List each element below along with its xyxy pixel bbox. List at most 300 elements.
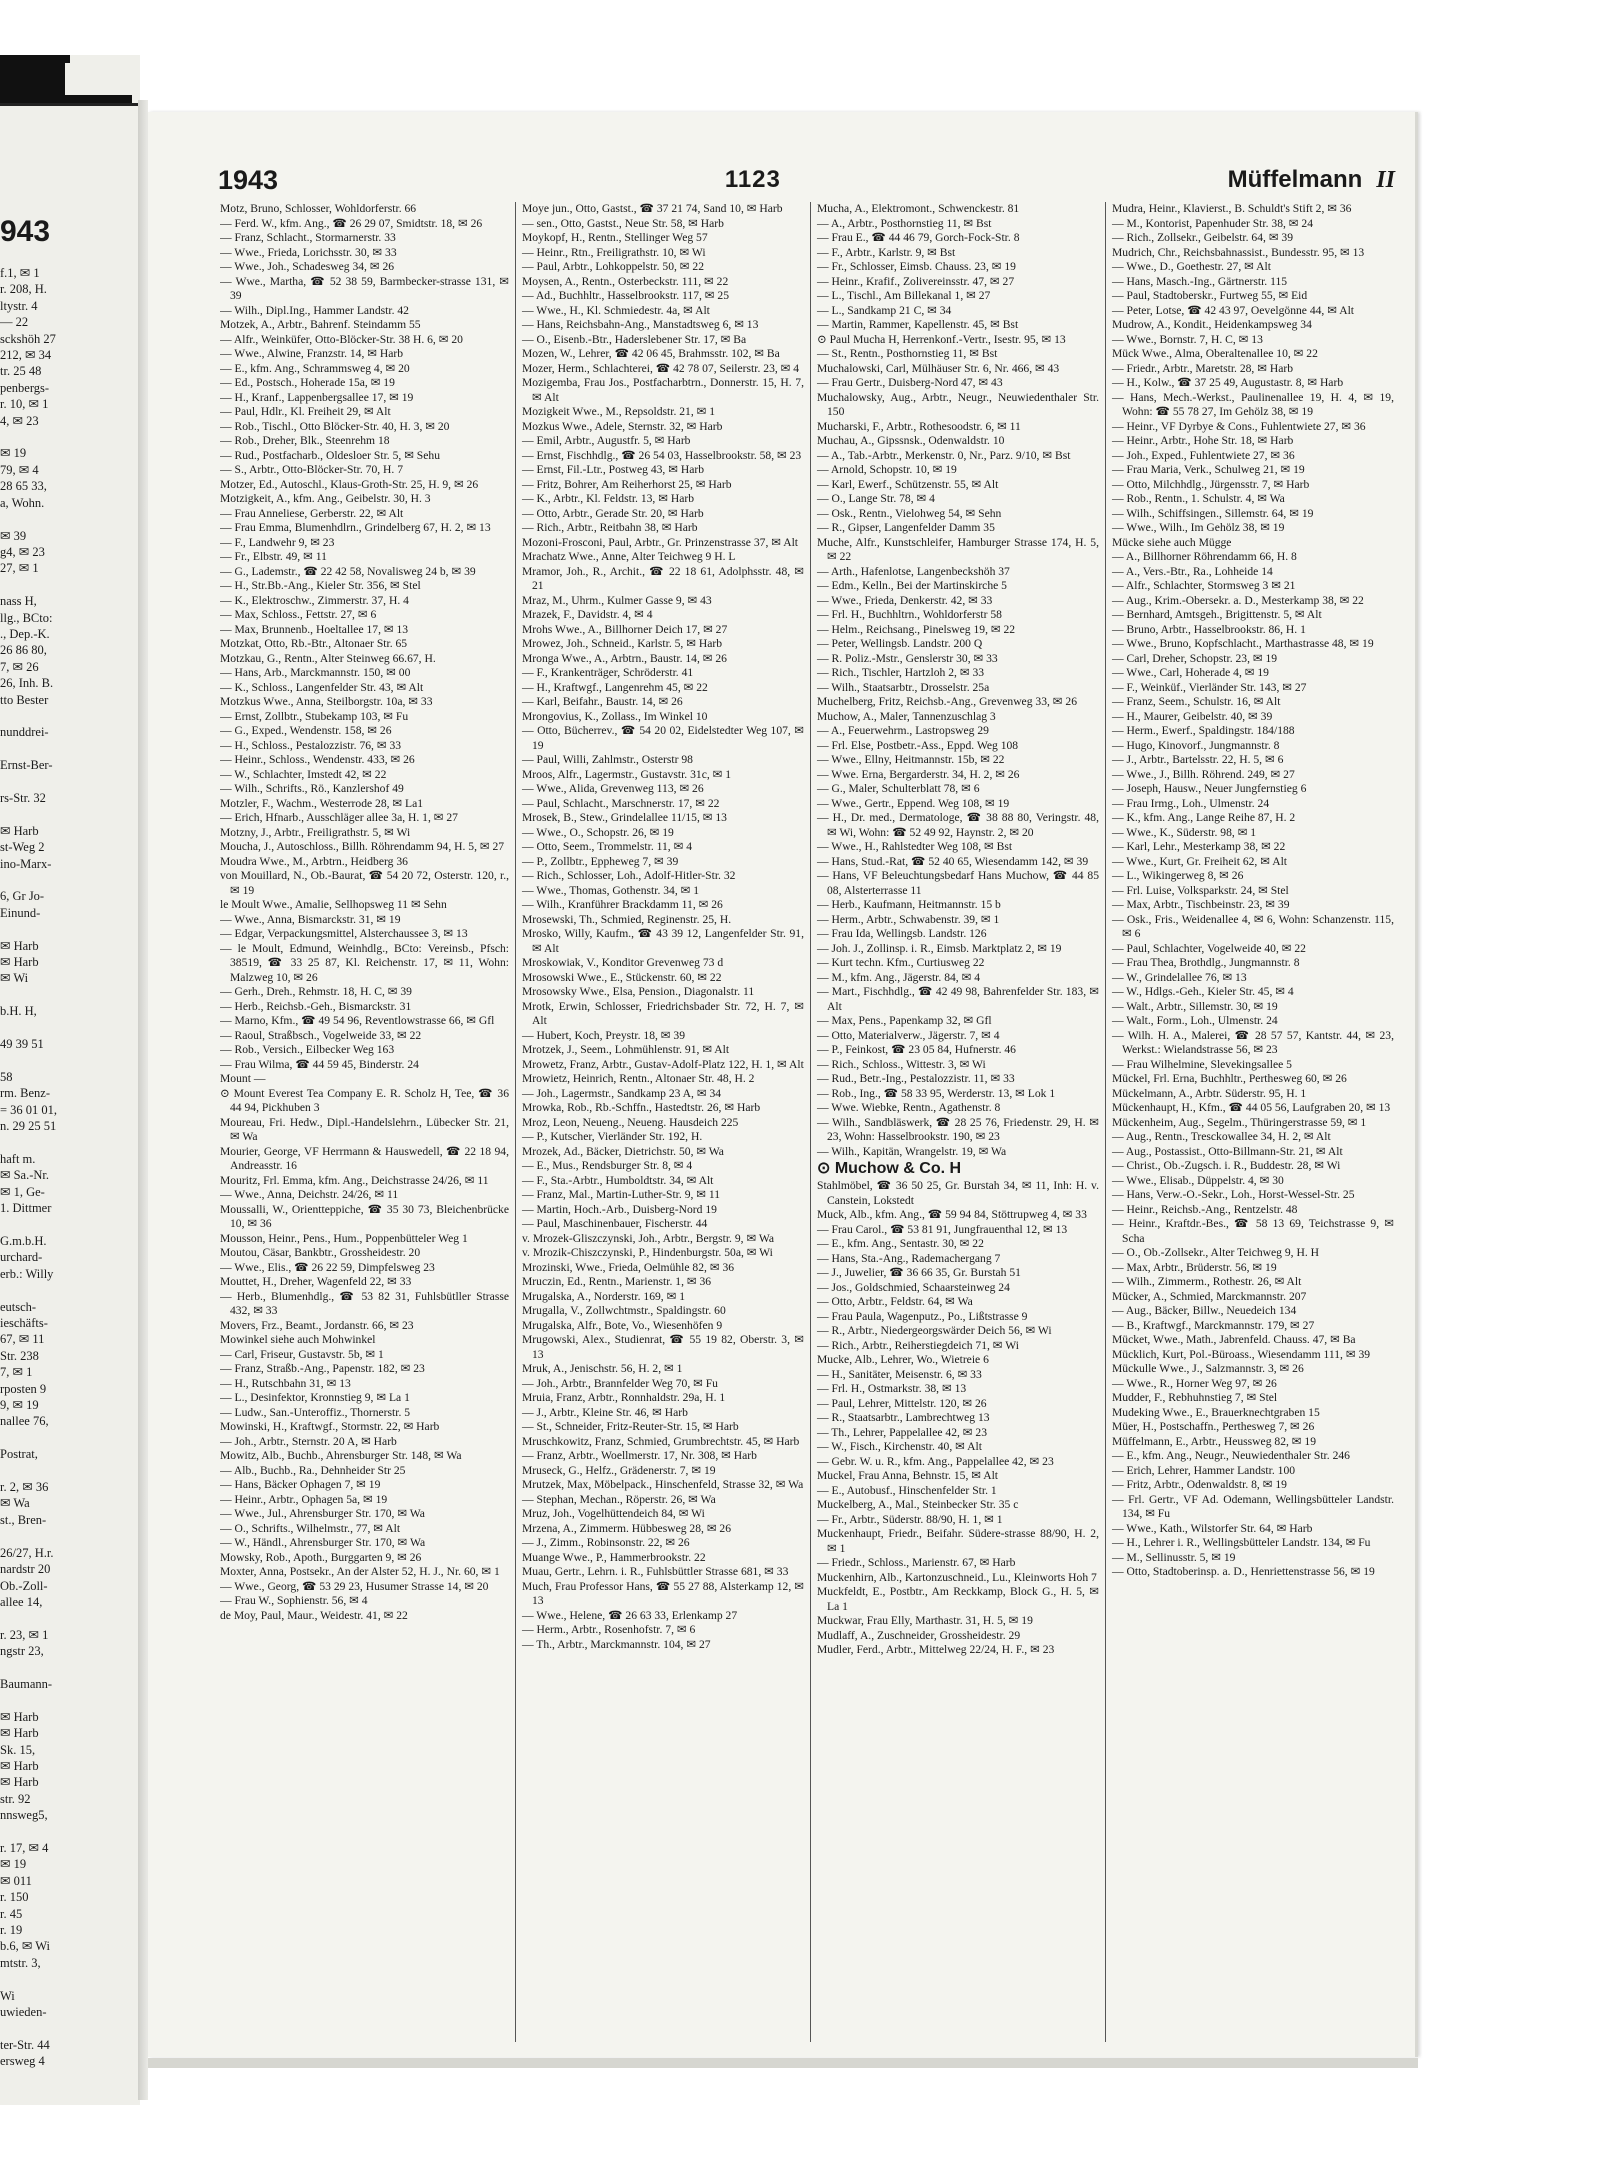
directory-entry: Motzkat, Otto, Rb.-Btr., Altonaer Str. 65 xyxy=(220,637,408,650)
previous-page-line: f.1, ✉ 1 xyxy=(0,266,40,280)
directory-entry: Mücke siehe auch Mügge xyxy=(1112,535,1232,549)
directory-entry: — O., Ob.-Zollsekr., Alter Teichweg 9, H. H xyxy=(1112,1246,1319,1259)
directory-entry: — Franz, Seem., Schulstr. 16, ✉ Alt xyxy=(1112,695,1281,708)
directory-entry: — Erich, Lehrer, Hammer Landstr. 100 xyxy=(1112,1463,1296,1477)
previous-page-line: uwieden- xyxy=(0,2005,47,2020)
previous-page-line xyxy=(0,1463,135,1479)
directory-entry: — le Moult, Edmund, Weinhdlg., BCto: Vereinsb., Pfsch: 38519, ☎ 33 25 87, Kl. Reichenstr. 17, ✉ 11, Wohn: Malzweg 10, ✉ 26 xyxy=(220,941,509,984)
previous-page-line xyxy=(0,1692,135,1708)
previous-page-line: 26 86 80, xyxy=(0,643,47,658)
directory-entry: Mudder, F., Rebhuhnstieg 7, ✉ Stel xyxy=(1112,1391,1278,1404)
previous-page-line: ✉ Wa xyxy=(0,1496,30,1511)
directory-entry: — Wwe., Kath., Wilstorfer Str. 64, ✉ Harb xyxy=(1112,1521,1313,1535)
directory-entry: — Frl. H., Buchhltrn., Wohldorferstr 58 xyxy=(817,608,1002,621)
directory-entry: Moucha, J., Autoschloss., Billh. Röhrendamm 94, H. 5, ✉ 27 xyxy=(220,840,505,853)
directory-entry: Mückenheim, Aug., Segelm., Thüringerstrasse 59, ✉ 1 xyxy=(1112,1115,1367,1129)
directory-entry: — Arth., Hafenlotse, Langenbeckshöh 37 xyxy=(817,564,1010,578)
previous-page-line: 79, ✉ 4 xyxy=(0,462,39,477)
directory-entry: Mucke, Alb., Lehrer, Wo., Wietreie 6 xyxy=(817,1353,989,1366)
directory-entry: — Edm., Kelln., Bei der Martinskirche 5 xyxy=(817,579,1007,592)
directory-entry: Mrutzek, Max, Möbelpack., Hinschenfeld, Strasse 32, ✉ Wa xyxy=(522,1478,804,1491)
page-number: 1123 xyxy=(724,166,781,193)
directory-entry: Moxter, Anna, Postsekr., An der Alster 52, H. J., Nr. 60, ✉ 1 xyxy=(220,1565,500,1578)
directory-entry: — Aug., Rentn., Tresckowallee 34, H. 2, ✉ Alt xyxy=(1112,1130,1331,1143)
directory-entry: — Hans, Arb., Marckmannstr. 150, ✉ 00 xyxy=(220,666,411,679)
previous-page-line: ✉ Wi xyxy=(0,971,29,986)
directory-entry: Mrosewski, Th., Schmied, Reginenstr. 25, H. xyxy=(522,912,732,926)
directory-entry: Mouritz, Frl. Emma, kfm. Ang., Deichstrasse 24/26, ✉ 11 xyxy=(220,1173,489,1187)
directory-entry: — Rich., Schloss., Wittestr. 3, ✉ Wi xyxy=(817,1057,986,1071)
previous-page-line: rposten 9 xyxy=(0,1381,47,1396)
directory-entry: — S., Arbtr., Otto-Blöcker-Str. 70, H. 7 xyxy=(220,463,404,476)
directory-entry: Mrazek, F., Davidstr. 4, ✉ 4 xyxy=(522,608,653,621)
directory-entry: — Th., Lehrer, Pappelallee 42, ✉ 23 xyxy=(817,1425,988,1439)
directory-entry: Mrosowski Wwe., E., Stückenstr. 60, ✉ 22 xyxy=(522,970,722,984)
directory-entry: — Wwe., Martha, ☎ 52 38 59, Barmbecker-strasse 131, ✉ 39 xyxy=(220,274,509,302)
directory-entry: — F., Landwehr 9, ✉ 23 xyxy=(220,535,335,549)
previous-page-line: 58 xyxy=(0,1069,13,1084)
directory-entry: — Stephan, Mechan., Röperstr. 26, ✉ Wa xyxy=(522,1492,716,1506)
crop-mark xyxy=(62,95,132,103)
directory-entry: ⊙ Muchow & Co. H xyxy=(817,1160,962,1177)
directory-entry: — Herm., Arbtr., Rosenhofstr. 7, ✉ 6 xyxy=(522,1623,696,1636)
directory-entry: — Wwe., Carl, Hoherade 4, ✉ 19 xyxy=(1112,666,1269,679)
directory-entry: Mousson, Heinr., Pens., Hum., Poppenbütteler Weg 1 xyxy=(220,1231,468,1245)
previous-page-line: mtstr. 3, xyxy=(0,1955,41,1970)
scan-shadow xyxy=(148,2058,1418,2068)
directory-entry: — E., kfm. Ang., Sentastr. 30, ✉ 22 xyxy=(817,1237,984,1250)
directory-entry: — R., Arbtr., Niedergeorgswärder Deich 56, ✉ Wi xyxy=(817,1324,1052,1337)
directory-entry: — Frau Anneliese, Gerberstr. 22, ✉ Alt xyxy=(220,506,404,520)
directory-entry: — H., Kolw., ☎ 37 25 49, Augustastr. 8, ✉ Harb xyxy=(1112,376,1344,389)
directory-entry: Muchalowski, Carl, Mülhäuser Str. 6, Nr. 466, ✉ 43 xyxy=(817,361,1060,375)
directory-entry: — Wwe., Elis., ☎ 26 22 59, Dimpfelsweg 23 xyxy=(220,1260,435,1274)
directory-entry: — Fr., Elbstr. 49, ✉ 11 xyxy=(220,550,327,563)
directory-entry: — A., Tab.-Arbtr., Merkenstr. 0, Nr., Parz. 9/10, ✉ Bst xyxy=(817,448,1071,462)
directory-entry: — Wwe., Anna, Deichstr. 24/26, ✉ 11 xyxy=(220,1188,399,1201)
directory-entry: — Ed., Postsch., Hoherade 15a, ✉ 19 xyxy=(220,376,395,389)
previous-page-line: ✉ Harb xyxy=(0,938,39,953)
directory-entry: Mrongovius, K., Zollass., Im Winkel 10 xyxy=(522,709,708,723)
directory-entry: — G., Lademstr., ☎ 22 42 58, Novalisweg 24 b, ✉ 39 xyxy=(220,564,476,578)
directory-entry: Mrowka, Rob., Rb.-Schffn., Hastedtstr. 26, ✉ Harb xyxy=(522,1101,761,1114)
directory-entry: — Joh. J., Zollinsp. i. R., Eimsb. Marktplatz 2, ✉ 19 xyxy=(817,941,1062,955)
directory-entry: — J., Arbtr., Kleine Str. 46, ✉ Harb xyxy=(522,1405,688,1419)
directory-entry: Mrowietz, Heinrich, Rentn., Altonaer Str. 48, H. 2 xyxy=(522,1072,755,1085)
directory-entry: Motzkau, G., Rentn., Alter Steinweg 66.67, H. xyxy=(220,651,436,665)
directory-entry: — H., Lehrer i. R., Wellingsbütteler Landstr. 134, ✉ Fu xyxy=(1112,1536,1371,1549)
previous-page-line xyxy=(0,577,135,593)
directory-entry: — Helm., Reichsang., Pinelsweg 19, ✉ 22 xyxy=(817,622,1016,636)
directory-entry: — Wilh., Staatsarbtr., Drosselstr. 25a xyxy=(817,680,990,694)
directory-entry: — Rich., Arbtr., Reitbahn 38, ✉ Harb xyxy=(522,521,698,534)
directory-entry: Muckelberg, A., Mal., Steinbecker Str. 35 c xyxy=(817,1498,1019,1511)
directory-entry: — K., kfm. Ang., Lange Reihe 87, H. 2 xyxy=(1112,811,1296,824)
directory-entry: Mück Wwe., Alma, Oberaltenallee 10, ✉ 22 xyxy=(1112,347,1318,360)
directory-entry: — Wilh. H. A., Malerei, ☎ 28 57 57, Kantstr. 44, ✉ 23, Werkst.: Wielandstrasse 56, ✉ 23 xyxy=(1112,1028,1394,1056)
directory-entry: — Frau Thea, Brothdlg., Jungmannstr. 8 xyxy=(1112,956,1300,969)
previous-page-line xyxy=(0,1660,135,1676)
directory-entry: Mrugalla, V., Zollwchtmstr., Spaldingstr. 60 xyxy=(522,1304,726,1317)
previous-page-line: r. 10, ✉ 1 xyxy=(0,397,49,412)
directory-entry: — Emil, Arbtr., Augustfr. 5, ✉ Harb xyxy=(522,434,691,447)
directory-entry: — Hans, Masch.-Ing., Gärtnerstr. 115 xyxy=(1112,274,1288,288)
header-year: 1943 xyxy=(218,164,279,195)
directory-entry: — Otto, Bücherrev., ☎ 54 20 02, Eidelstedter Weg 107, ✉ 19 xyxy=(522,724,804,752)
running-head xyxy=(1228,166,1395,194)
previous-page-edge xyxy=(0,55,140,2105)
previous-page-line: a, Wohn. xyxy=(0,495,45,510)
directory-entry: Mudlaff, A., Zuschneider, Grossheidestr. 29 xyxy=(817,1628,1021,1642)
directory-entry: — Frau Wilhelmine, Slevekingsallee 5 xyxy=(1112,1057,1292,1071)
directory-entry: — Rich., Arbtr., Reiherstiegdeich 71, ✉ Wi xyxy=(817,1338,1019,1352)
directory-entry: Mozigemba, Frau Jos., Postfacharbtrn., Donnerstr. 15, H. 7, ✉ Alt xyxy=(522,376,804,404)
directory-entry: — Walt., Arbtr., Sillemstr. 30, ✉ 19 xyxy=(1112,999,1278,1013)
directory-entry: — Alb., Buchb., Ra., Dehnheider Str 25 xyxy=(220,1463,406,1477)
directory-entry: — H., Str.Bb.-Ang., Kieler Str. 356, ✉ Stel xyxy=(220,579,421,592)
directory-entry: — Rud., Betr.-Ing., Pestalozzistr. 11, ✉ 33 xyxy=(817,1072,1015,1085)
directory-entry: Mückelmann, A., Arbtr. Süderstr. 95, H. 1 xyxy=(1112,1086,1307,1100)
directory-entry: Mowinkel siehe auch Mohwinkel xyxy=(220,1333,376,1346)
directory-entry: — Rich., Zollsekr., Geibelstr. 64, ✉ 39 xyxy=(1112,231,1294,244)
previous-page-line: 26, Inh. B. xyxy=(0,676,54,691)
directory-entry: — Rich., Tischler, Hartzloh 2, ✉ 33 xyxy=(817,666,985,679)
directory-entry: — G., Maler, Schulterblatt 78, ✉ 6 xyxy=(817,782,980,795)
directory-entry: — Jos., Goldschmied, Schaarsteinweg 24 xyxy=(817,1280,1010,1294)
directory-entry: — Hans, Bäcker Ophagen 7, ✉ 19 xyxy=(220,1478,381,1491)
previous-page-line: ter-Str. 44 xyxy=(0,2037,50,2052)
directory-entry: — Heinr., Reichsb.-Ang., Rentzelstr. 48 xyxy=(1112,1202,1298,1216)
directory-entry: — Otto, Arbtr., Feldstr. 64, ✉ Wa xyxy=(817,1295,973,1308)
directory-entry: — E., kfm. Ang., Neugr., Neuwiedenthaler Str. 246 xyxy=(1112,1449,1350,1462)
directory-entry: — Rob., Ing., ☎ 58 33 95, Werderstr. 13, ✉ Lok 1 xyxy=(817,1086,1056,1100)
previous-page-line: rm. Benz- xyxy=(0,1086,50,1101)
directory-entry: — E., kfm. Ang., Schrammsweg 4, ✉ 20 xyxy=(220,361,410,375)
previous-page-line: ✉ Harb xyxy=(0,1758,39,1773)
previous-page-line: ltystr. 4 xyxy=(0,298,38,313)
directory-entry: — H., Sanitäter, Meisenstr. 6, ✉ 33 xyxy=(817,1367,982,1381)
directory-entry: — Frau E., ☎ 44 46 79, Gorch-Fock-Str. 8 xyxy=(817,231,1020,244)
directory-entry: — Karl, Lehr., Mesterkamp 38, ✉ 22 xyxy=(1112,840,1286,853)
directory-entry: Muckel, Frau Anna, Behnstr. 15, ✉ Alt xyxy=(817,1469,999,1482)
directory-entry: — Frau Wilma, ☎ 44 59 45, Binderstr. 24 xyxy=(220,1057,419,1071)
directory-entry: Muckwar, Frau Elly, Marthastr. 31, H. 5, ✉ 19 xyxy=(817,1614,1033,1627)
previous-page-line: Wi xyxy=(0,1988,15,2003)
previous-page-line: 7, ✉ 1 xyxy=(0,1365,33,1380)
page-gutter xyxy=(138,100,148,2100)
directory-entry: — W., Hdlgs.-Geh., Kieler Str. 45, ✉ 4 xyxy=(1112,985,1294,998)
previous-page-line: 49 39 51 xyxy=(0,1037,44,1052)
directory-entry: — Gerh., Dreh., Rehmstr. 18, H. C, ✉ 39 xyxy=(220,985,412,998)
directory-entry: — O., Eisenb.-Btr., Haderslebener Str. 17, ✉ Ba xyxy=(522,332,747,346)
previous-page-line: — 22 xyxy=(0,315,29,330)
directory-entry: — Heinr., Kraftdr.-Bes., ☎ 58 13 69, Teichstrasse 9, ✉ Scha xyxy=(1112,1217,1394,1245)
directory-entry: — Wwe. Wiebke, Rentn., Agathenstr. 8 xyxy=(817,1101,1001,1114)
previous-page-line: ✉ 1, Ge- xyxy=(0,1184,45,1199)
directory-entry: — Arnold, Schopstr. 10, ✉ 19 xyxy=(817,463,957,476)
previous-page-line: Str. 238 xyxy=(0,1348,39,1363)
crop-mark xyxy=(0,103,140,106)
previous-page-text xyxy=(0,265,135,2070)
directory-entry: — Herb., Blumenhdlg., ☎ 53 82 31, Fuhlsbütller Strasse 432, ✉ 33 xyxy=(220,1289,509,1317)
directory-entry: — Th., Arbtr., Marckmannstr. 104, ✉ 27 xyxy=(522,1637,711,1651)
previous-page-line xyxy=(0,429,135,445)
directory-entry: Mozkus Wwe., Adele, Sternstr. 32, ✉ Harb xyxy=(522,419,723,433)
directory-entry: — Christ., Ob.-Zugsch. i. R., Buddestr. 28, ✉ Wi xyxy=(1112,1159,1341,1172)
directory-entry: — Paul, Schlacht., Marschnerstr. 17, ✉ 22 xyxy=(522,796,720,810)
directory-entry: Mramor, Joh., R., Archit., ☎ 22 18 61, Adolphsstr. 48, ✉ 21 xyxy=(522,564,804,592)
directory-entry: — Martin, Hoch.-Arb., Duisberg-Nord 19 xyxy=(522,1202,717,1216)
previous-page-line: 9, ✉ 19 xyxy=(0,1398,39,1413)
directory-entry: Motzer, Ed., Autoschl., Klaus-Groth-Str. 25, H. 9, ✉ 26 xyxy=(220,477,479,491)
directory-entry: Mruseck, G., Helfz., Grädenerstr. 7, ✉ 19 xyxy=(522,1463,716,1477)
directory-entry: Muckfeldt, E., Postbtr., Am Reckkamp, Block G., H. 5, ✉ La 1 xyxy=(817,1585,1099,1613)
previous-page-line: r. 23, ✉ 1 xyxy=(0,1627,49,1642)
directory-entry: — Frau Gertr., Duisberg-Nord 47, ✉ 43 xyxy=(817,376,1003,389)
directory-entry: — L., Desinfektor, Kronnstieg 9, ✉ La 1 xyxy=(220,1391,410,1404)
directory-entry: — Max, Schloss., Fettstr. 27, ✉ 6 xyxy=(220,608,377,621)
directory-entry: — M., kfm. Ang., Jägerstr. 84, ✉ 4 xyxy=(817,970,981,984)
directory-entry: — Frau Carol., ☎ 53 81 91, Jungfrauenthal 12, ✉ 13 xyxy=(817,1222,1068,1236)
directory-entry: — Ernst, Fil.-Ltr., Postweg 43, ✉ Harb xyxy=(522,463,705,476)
directory-entry: — H., Kranf., Lappenbergsallee 17, ✉ 19 xyxy=(220,390,414,404)
directory-entry: — Wilh., Zimmerm., Rothestr. 26, ✉ Alt xyxy=(1112,1275,1302,1288)
directory-entry: — Ferd. W., kfm. Ang., ☎ 26 29 07, Smidtstr. 18, ✉ 26 xyxy=(220,216,483,230)
directory-entry: — Wwe., D., Goethestr. 27, ✉ Alt xyxy=(1112,260,1271,273)
previous-page-line: haft m. xyxy=(0,1151,36,1166)
directory-entry: — Wwe., Bornstr. 7, H. C, ✉ 13 xyxy=(1112,332,1263,346)
directory-entry: Mrotk, Erwin, Schlosser, Friedrichsbader Str. 72, H. 7, ✉ Alt xyxy=(522,999,804,1027)
page-header xyxy=(218,160,1395,200)
previous-page-line: tto Bester xyxy=(0,692,49,707)
directory-entry: Stahlmöbel, ☎ 36 50 25, Gr. Burstah 34, ✉ 11, Inh: H. v. Canstein, Lokstedt xyxy=(817,1179,1099,1207)
directory-entry: Moudra Wwe., M., Arbtrn., Heidberg 36 xyxy=(220,854,408,868)
previous-page-line: Ob.-Zoll- xyxy=(0,1578,48,1593)
directory-entry: Mückulle Wwe., J., Salzmannstr. 3, ✉ 26 xyxy=(1112,1362,1304,1375)
directory-entry: — Wwe., J., Billh. Röhrend. 249, ✉ 27 xyxy=(1112,767,1295,781)
directory-entry: — Aug., Bäcker, Billw., Neuedeich 134 xyxy=(1112,1304,1297,1317)
directory-entry: — H., Kraftwgf., Langenrehm 45, ✉ 22 xyxy=(522,680,708,694)
directory-entry: — Mart., Fischhdlg., ☎ 42 49 98, Bahrenfelder Str. 183, ✉ Alt xyxy=(817,985,1099,1013)
directory-entry: — Hans, Verw.-O.-Sekr., Loh., Horst-Wessel-Str. 25 xyxy=(1112,1188,1355,1201)
directory-entry: — Ernst, Fischhdlg., ☎ 26 54 03, Hasselbrookstr. 58, ✉ 23 xyxy=(522,448,802,462)
directory-entry: — Franz, Arbtr., Woellmerstr. 17, Nr. 308, ✉ Harb xyxy=(522,1449,757,1462)
directory-entry: — Aug., Postassist., Otto-Billmann-Str. 21, ✉ Alt xyxy=(1112,1144,1343,1158)
directory-entry: — Heinr., Arbtr., Hohe Str. 18, ✉ Harb xyxy=(1112,434,1294,447)
previous-page-line: ieschäfts- xyxy=(0,1316,48,1330)
directory-entry: — Herb., Kaufmann, Heitmannstr. 15 b xyxy=(817,898,1001,911)
directory-entry: — M., Sellinusstr. 5, ✉ 19 xyxy=(1112,1550,1236,1564)
directory-entry: — Paul, Maschinenbauer, Fischerstr. 44 xyxy=(522,1217,708,1230)
directory-entry: — Friedr., Arbtr., Maretstr. 28, ✉ Harb xyxy=(1112,361,1294,375)
directory-entry: le Moult Wwe., Amalie, Sellhopsweg 11 ✉ Sehn xyxy=(220,898,447,911)
previous-page-line: llg., BCto: xyxy=(0,610,53,625)
previous-page-line xyxy=(0,1430,135,1446)
running-head-volume: II xyxy=(1376,167,1395,193)
directory-entry: Mraz, M., Uhrm., Kulmer Gasse 9, ✉ 43 xyxy=(522,593,712,607)
previous-page-line: r. 19 xyxy=(0,1923,23,1938)
directory-entry: — J., Arbtr., Bartelsstr. 22, H. 5, ✉ 6 xyxy=(1112,753,1284,766)
previous-page-line: 212, ✉ 34 xyxy=(0,348,52,363)
directory-entry: — Wwe., Jul., Ahrensburger Str. 170, ✉ Wa xyxy=(220,1507,425,1520)
directory-entry: ⊙ Paul Mucha H, Herrenkonf.-Vertr., Isestr. 95, ✉ 13 xyxy=(817,332,1066,346)
previous-page-line: penbergs- xyxy=(0,380,50,395)
directory-entry: Much, Frau Professor Hans, ☎ 55 27 88, Alsterkamp 12, ✉ 13 xyxy=(522,1579,804,1607)
directory-entry: — Alfr., Weinküfer, Otto-Blöcker-Str. 38 H. 6, ✉ 20 xyxy=(220,332,463,346)
directory-entry: — Herm., Arbtr., Schwabenstr. 39, ✉ 1 xyxy=(817,912,1000,926)
directory-entry: — H., Schloss., Pestalozzistr. 76, ✉ 33 xyxy=(220,738,402,752)
directory-entry: — Wilh., Dipl.Ing., Hammer Landstr. 42 xyxy=(220,303,409,317)
previous-page-line: ngstr 23, xyxy=(0,1644,44,1659)
directory-entry: Mrosek, B., Stew., Grindelallee 11/15, ✉ 13 xyxy=(522,811,727,824)
previous-page-line: Postrat, xyxy=(0,1447,38,1462)
directory-entry: — Wwe., Ellny, Heitmannstr. 15b, ✉ 22 xyxy=(817,753,1005,766)
directory-page xyxy=(148,112,1418,2057)
directory-entry: Mudler, Ferd., Arbtr., Mittelweg 22/24, H. F., ✉ 23 xyxy=(817,1643,1055,1656)
previous-page-line: 6, Gr Jo- xyxy=(0,889,45,904)
previous-page-line: 7, ✉ 26 xyxy=(0,659,39,674)
directory-entry: — Herb., Reichsb.-Geh., Bismarckstr. 31 xyxy=(220,999,412,1013)
directory-entry: Mowinski, H., Kraftwgf., Stormstr. 22, ✉ Harb xyxy=(220,1420,440,1433)
previous-page-line: = 36 01 01, xyxy=(0,1102,58,1117)
directory-entry: — Wwe., Gertr., Eppend. Weg 108, ✉ 19 xyxy=(817,796,1010,810)
directory-entry: — Ludw., San.-Unteroffiz., Thornerstr. 5 xyxy=(220,1405,411,1419)
directory-entry: Mückel, Frl. Erna, Buchhltr., Perthesweg 60, ✉ 26 xyxy=(1112,1072,1347,1085)
previous-page-line: Baumann- xyxy=(0,1676,53,1691)
directory-entry: Muchalowsky, Aug., Arbtr., Neugr., Neuwiedenthaler Str. 150 xyxy=(817,390,1099,418)
directory-entry: — Gebr. W. u. R., kfm. Ang., Pappelallee 42, ✉ 23 xyxy=(817,1454,1054,1468)
directory-entry: — Heinr., Krafif., Zolivereinsstr. 47, ✉ 27 xyxy=(817,274,1015,288)
directory-entry: — Fritz, Bohrer, Am Reiherhorst 25, ✉ Harb xyxy=(522,477,732,491)
previous-page-line xyxy=(0,1020,135,1036)
directory-entry: — Wwe., Frieda, Lorichsstr. 30, ✉ 33 xyxy=(220,245,397,259)
directory-entry: — Peter, Lotse, ☎ 42 43 97, Oevelgönne 44, ✉ Alt xyxy=(1112,303,1355,317)
directory-entry: Mronga Wwe., A., Arbtrn., Baustr. 14, ✉ 26 xyxy=(522,651,727,665)
directory-entry: Mozen, W., Lehrer, ☎ 42 06 45, Brahmsstr. 102, ✉ Ba xyxy=(522,347,780,360)
directory-entry: Mruz, Joh., Vogelhüttendeich 84, ✉ Wi xyxy=(522,1507,705,1520)
directory-entry: Mücker, A., Schmied, Marckmannstr. 207 xyxy=(1112,1289,1307,1303)
previous-page-line: ✉ Harb xyxy=(0,823,39,838)
running-head-name: Müffelmann xyxy=(1227,166,1363,193)
directory-entry: — Rob., Tischl., Otto Blöcker-Str. 40, H. 3, ✉ 20 xyxy=(220,419,450,433)
previous-page-line: allee 14, xyxy=(0,1594,43,1609)
previous-page-line: sckshöh 27 xyxy=(0,331,56,346)
directory-entry: Muchelberg, Fritz, Reichsb.-Ang., Grevenweg 33, ✉ 26 xyxy=(817,695,1077,708)
directory-entry: — Wilh., Sandbläswerk, ☎ 28 25 76, Friedenstr. 29, H. ✉ 23, Wohn: Hasselbrookstr. 190, ✉ 23 xyxy=(817,1115,1099,1143)
column-2 xyxy=(515,202,810,2042)
directory-entry: — Wwe., O., Schopstr. 26, ✉ 19 xyxy=(522,825,674,839)
directory-entry: — Karl, Ewerf., Schützenstr. 55, ✉ Alt xyxy=(817,477,999,491)
directory-entry: — F., Arbtr., Karlstr. 9, ✉ Bst xyxy=(817,245,956,259)
directory-entry: — Frl. H., Ostmarkstr. 38, ✉ 13 xyxy=(817,1382,967,1395)
directory-entry: — A., Feuerwehrm., Lastropsweg 29 xyxy=(817,724,989,737)
directory-entry: — Wwe., Helene, ☎ 26 63 33, Erlenkamp 27 xyxy=(522,1608,738,1622)
previous-page-line xyxy=(0,774,135,790)
directory-entry: — Otto, Materialverw., Jägerstr. 7, ✉ 4 xyxy=(817,1028,1000,1042)
column-1 xyxy=(220,202,515,2042)
directory-entry: — Max, Arbtr., Brüderstr. 56, ✉ 19 xyxy=(1112,1260,1277,1274)
directory-entry: — A., Billhorner Röhrendamm 66, H. 8 xyxy=(1112,550,1297,563)
directory-entry: Mrugowski, Alex., Studienrat, ☎ 55 19 82, Oberstr. 3, ✉ 13 xyxy=(522,1333,804,1361)
directory-entry: — K., Elektroschw., Zimmerstr. 37, H. 4 xyxy=(220,593,409,607)
directory-entry: — Wwe. Erna, Bergarderstr. 34, H. 2, ✉ 26 xyxy=(817,767,1020,781)
directory-entry: — Wwe., Frieda, Denkerstr. 42, ✉ 33 xyxy=(817,593,993,607)
directory-entry: Mücklich, Kurt, Pol.-Büroass., Wiesendamm 111, ✉ 39 xyxy=(1112,1347,1371,1361)
directory-entry: Mrowetz, Franz, Arbtr., Gustav-Adolf-Platz 122, H. 1, ✉ Alt xyxy=(522,1057,804,1071)
directory-entry: — Otto, Seem., Trommelstr. 11, ✉ 4 xyxy=(522,840,692,853)
crop-mark xyxy=(0,55,62,103)
directory-entry: — Frau W., Sophienstr. 56, ✉ 4 xyxy=(220,1594,368,1607)
directory-entry: Moysen, A., Rentn., Osterbeckstr. 111, ✉ 22 xyxy=(522,274,729,288)
directory-entry: Motzkus Wwe., Anna, Steilborgstr. 10a, ✉ 33 xyxy=(220,695,433,708)
directory-entry: — E., Mus., Rendsburger Str. 8, ✉ 4 xyxy=(522,1159,693,1172)
previous-page-line: r. 45 xyxy=(0,1906,23,1921)
previous-page-line: ., Dep.-K. xyxy=(0,626,50,641)
directory-entry: — P., Zollbtr., Eppheweg 7, ✉ 39 xyxy=(522,854,679,868)
directory-entry: Mrohs Wwe., A., Billhorner Deich 17, ✉ 27 xyxy=(522,622,728,636)
directory-entry: Mrozek, Ad., Bäcker, Dietrichstr. 50, ✉ Wa xyxy=(522,1144,724,1158)
directory-entry: — Otto, Arbtr., Gerade Str. 20, ✉ Harb xyxy=(522,506,704,520)
directory-entry: — Hugo, Kinovorf., Jungmannstr. 8 xyxy=(1112,738,1280,752)
directory-entry: Mückenhaupt, H., Kfm., ☎ 44 05 56, Laufgraben 20, ✉ 13 xyxy=(1112,1101,1391,1114)
directory-entry: Moye jun., Otto, Gastst., ☎ 37 21 74, Sand 10, ✉ Harb xyxy=(522,202,783,215)
directory-entry: Mozoni-Frosconi, Paul, Arbtr., Gr. Prinzenstrasse 37, ✉ Alt xyxy=(522,535,799,549)
previous-page-line: r. 208, H. xyxy=(0,282,47,297)
directory-entry: — Wwe., Elisab., Düppelstr. 4, ✉ 30 xyxy=(1112,1173,1284,1187)
directory-entry: Mowitz, Alb., Buchb., Ahrensburger Str. 148, ✉ Wa xyxy=(220,1449,462,1462)
previous-page-line: Ernst-Ber- xyxy=(0,758,53,773)
directory-entry: — R. Poliz.-Mstr., Genslerstr 30, ✉ 33 xyxy=(817,651,998,665)
directory-entry: — P., Kutscher, Vierländer Str. 192, H. xyxy=(522,1130,703,1143)
directory-entry: Mroos, Alfr., Lagermstr., Gustavstr. 31c, ✉ 1 xyxy=(522,767,732,781)
previous-page-line xyxy=(0,1971,135,1987)
directory-entry: — Frau Paula, Wagenputz., Po., Lißtstrasse 9 xyxy=(817,1309,1028,1323)
directory-entry: — Wilh., Kranführer Brackdamm 11, ✉ 26 xyxy=(522,898,723,911)
directory-entry: Mudrich, Chr., Reichsbahnassist., Bundesstr. 95, ✉ 13 xyxy=(1112,245,1365,259)
directory-entry: — Ernst, Zollbtr., Stubekamp 103, ✉ Fu xyxy=(220,709,409,723)
directory-entry: — sen., Otto, Gastst., Neue Str. 58, ✉ Harb xyxy=(522,216,724,230)
directory-entry: — Franz, Straßb.-Ang., Papenstr. 182, ✉ 23 xyxy=(220,1362,425,1375)
directory-entry: — L., Sandkamp 21 C, ✉ 34 xyxy=(817,303,952,317)
directory-entry: — Hans, Sta.-Ang., Rademachergang 7 xyxy=(817,1251,1001,1265)
directory-entry: — Otto, Stadtoberinsp. a. D., Henriettenstrasse 56, ✉ 19 xyxy=(1112,1565,1375,1578)
previous-page-line xyxy=(0,1824,135,1840)
directory-entry: Mudeking Wwe., E., Brauerknechtgraben 15 xyxy=(1112,1405,1320,1419)
previous-page-line xyxy=(0,1135,135,1151)
previous-page-line xyxy=(0,2020,135,2036)
directory-entry: Mount — xyxy=(220,1072,266,1085)
directory-entry: Mouttet, H., Dreher, Wagenfeld 22, ✉ 33 xyxy=(220,1275,412,1288)
previous-page-line: tr. 25 48 xyxy=(0,364,42,379)
directory-entry: — St., Rentn., Posthornstieg 11, ✉ Bst xyxy=(817,347,998,360)
directory-entry: — J., Zimm., Robinsonstr. 22, ✉ 26 xyxy=(522,1536,690,1549)
directory-entry: — Ad., Buchhltr., Hasselbrookstr. 117, ✉ 25 xyxy=(522,289,730,302)
directory-entry: — Heinr., Schloss., Wendenstr. 433, ✉ 26 xyxy=(220,753,415,766)
directory-entry: — Alfr., Schlachter, Stormsweg 3 ✉ 21 xyxy=(1112,579,1296,592)
previous-page-line xyxy=(0,1217,135,1233)
directory-entry: — Paul, Hdlr., Kl. Freiheit 29, ✉ Alt xyxy=(220,405,391,418)
directory-entry: — Frau Emma, Blumenhdlrn., Grindelberg 67, H. 2, ✉ 13 xyxy=(220,521,491,534)
directory-entry: — Paul, Arbtr., Lohkoppelstr. 50, ✉ 22 xyxy=(522,260,705,273)
directory-entry: v. Mrozik-Chiszczynski, P., Hindenburgstr. 50a, ✉ Wi xyxy=(522,1246,773,1259)
directory-entry: — Wwe., Thomas, Gothenstr. 34, ✉ 1 xyxy=(522,883,700,897)
directory-entry: Muau, Gertr., Lehrn. i. R., Fuhlsbüttler Strasse 681, ✉ 33 xyxy=(522,1565,789,1578)
directory-entry: — A., Arbtr., Posthornstieg 11, ✉ Bst xyxy=(817,216,992,230)
directory-entry: Mowsky, Rob., Apoth., Burggarten 9, ✉ 26 xyxy=(220,1550,422,1564)
directory-entry: Mücket, Wwe., Math., Jabrenfeld. Chauss. 47, ✉ Ba xyxy=(1112,1333,1356,1346)
directory-entry: Mrugalska, A., Norderstr. 169, ✉ 1 xyxy=(522,1289,685,1303)
directory-entry: — Wwe., Bruno, Kopfschlacht., Marthastrasse 48, ✉ 19 xyxy=(1112,637,1374,650)
